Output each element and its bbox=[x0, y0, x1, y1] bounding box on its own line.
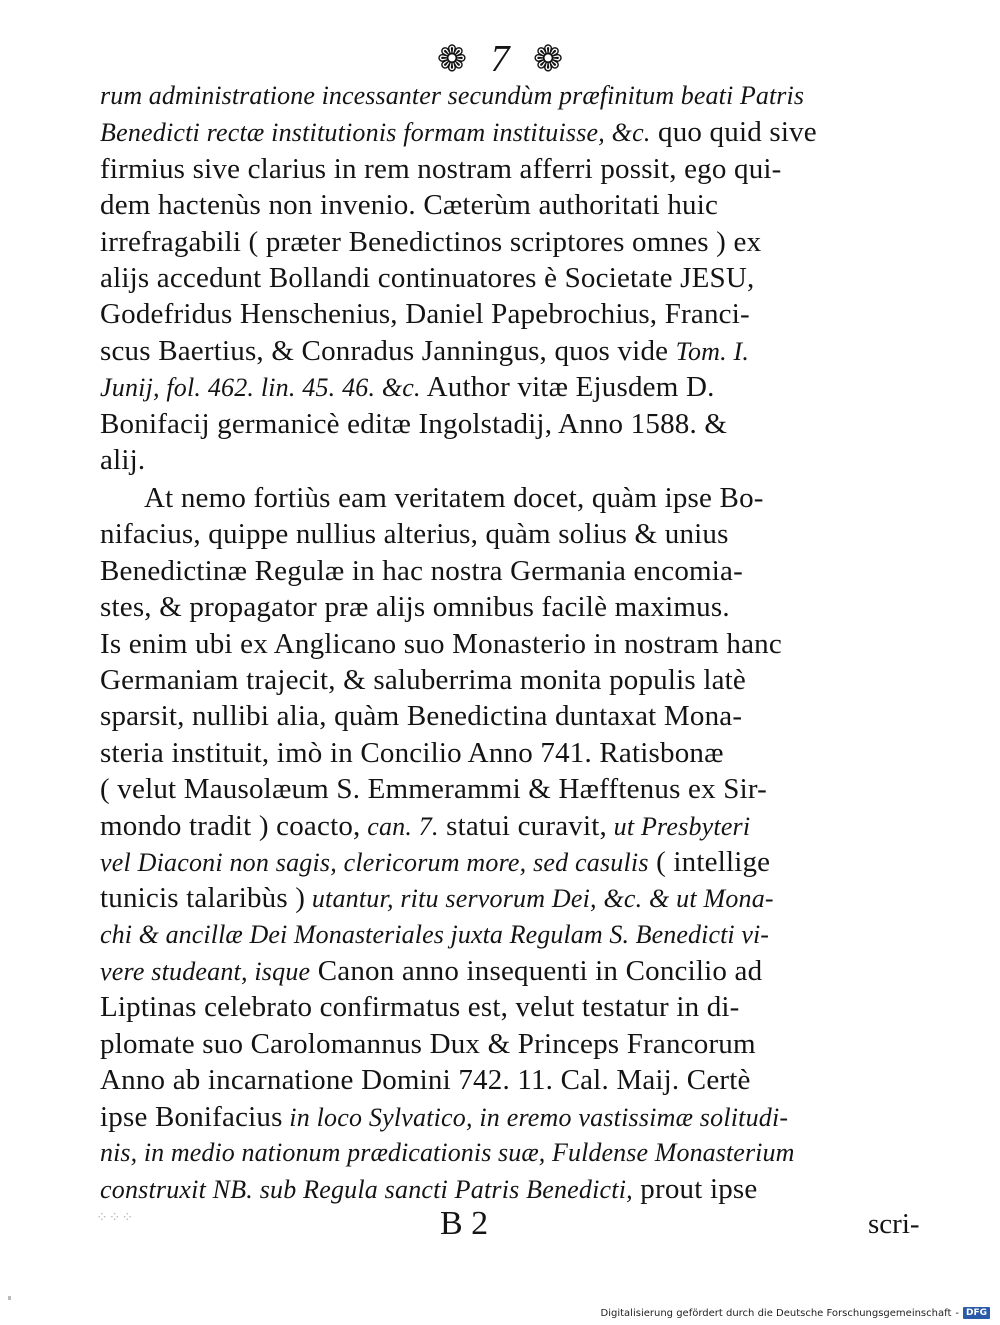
catchword: scri- bbox=[868, 1208, 920, 1240]
text-line bbox=[100, 260, 938, 296]
line-text: plomate suo Carolomannus Dux & Princeps Francorum bbox=[100, 1027, 756, 1060]
text-line bbox=[100, 480, 938, 516]
text-line bbox=[100, 771, 938, 807]
paragraph-2 bbox=[100, 480, 938, 1208]
text-line bbox=[100, 1171, 938, 1207]
line-text: quo quid sive bbox=[650, 116, 817, 149]
line-text: ipse Bonifacius bbox=[100, 1100, 283, 1133]
text-line bbox=[100, 553, 938, 589]
line-text: mondo tradit ) coacto, bbox=[100, 809, 361, 842]
line-text: Anno ab incarnatione Domini 742. 11. Cal. Maij. Certè bbox=[100, 1064, 751, 1097]
line-text: Is enim ubi ex Anglicano suo Monasterio in nostram hanc bbox=[100, 627, 782, 660]
text-line bbox=[100, 1099, 938, 1135]
line-text: Author vitæ Ejusdem D. bbox=[420, 371, 715, 404]
text-line bbox=[100, 698, 938, 734]
line-text: nifacius, quippe nullius alterius, quàm solius & unius bbox=[100, 518, 729, 551]
line-text-italic: construxit NB. sub Regula sancti Patris Benedicti, bbox=[100, 1175, 633, 1205]
page-header bbox=[0, 30, 1000, 82]
signature-mark: B 2 bbox=[440, 1205, 489, 1242]
text-line bbox=[100, 296, 938, 332]
digitization-credit bbox=[601, 1307, 990, 1319]
text-line bbox=[100, 78, 938, 114]
line-text-italic: Junij, fol. 462. lin. 45. 46. &c. bbox=[100, 373, 421, 403]
right-flower-ornament-icon: ❁ bbox=[533, 39, 564, 80]
text-line bbox=[100, 735, 938, 771]
line-text: ( intellige bbox=[648, 845, 771, 878]
text-line bbox=[100, 1135, 938, 1171]
line-text: Liptinas celebrato confirmatus est, velut testatur in di- bbox=[100, 991, 740, 1024]
line-text: At nemo fortiùs eam veritatem docet, quàm ipse Bo- bbox=[144, 482, 764, 514]
line-text-italic: utantur, ritu servorum Dei, &c. & ut Mona- bbox=[305, 884, 774, 914]
text-line bbox=[100, 844, 938, 880]
text-line bbox=[100, 989, 938, 1025]
line-text: stes, & propagator præ alijs omnibus facilè maximus. bbox=[100, 591, 730, 624]
line-text-italic: isque bbox=[247, 957, 311, 987]
page-number: 7 bbox=[490, 38, 510, 81]
line-text-italic: chi & ancillæ Dei Monasteriales juxta Regulam S. Benedicti vi- bbox=[100, 919, 770, 949]
line-text: sparsit, nullibi alia, quàm Benedictina duntaxat Mona- bbox=[100, 700, 743, 733]
line-text-italic: nis, in medio nationum prædicationis suæ, Fuldense Monasterium bbox=[100, 1138, 795, 1168]
text-line bbox=[100, 333, 938, 369]
line-text: Germaniam trajecit, & saluberrima monita populis latè bbox=[100, 663, 746, 696]
text-line bbox=[100, 224, 938, 260]
text-line bbox=[100, 917, 938, 953]
line-text-italic: Benedicti rectæ institutionis formam instituisse, &c. bbox=[100, 118, 651, 148]
left-flower-ornament-icon: ❁ bbox=[436, 39, 467, 80]
line-text: dem hactenùs non invenio. Cæterùm authoritati huic bbox=[100, 189, 719, 222]
text-line bbox=[100, 1026, 938, 1062]
line-text-italic: vel Diaconi non sagis, clericorum more, sed casulis bbox=[100, 847, 649, 877]
text-line bbox=[100, 662, 938, 698]
line-text-italic: in loco Sylvatico, in eremo vastissimæ solitudi- bbox=[282, 1102, 789, 1132]
line-text-italic: ut Presbyteri bbox=[606, 811, 751, 841]
text-line bbox=[100, 1062, 938, 1098]
paragraph-1 bbox=[100, 78, 938, 478]
text-line bbox=[100, 369, 938, 405]
text-line bbox=[100, 442, 938, 478]
line-text-italic: vere studeant, bbox=[100, 957, 248, 987]
line-text: steria instituit, imò in Concilio Anno 741. Ratisbonæ bbox=[100, 736, 724, 769]
line-text: Bonifacij germanicè editæ Ingolstadij, Anno 1588. & bbox=[100, 407, 728, 440]
line-text-italic: Tom. I. bbox=[675, 336, 750, 366]
line-text: tunicis talaribùs ) bbox=[100, 882, 306, 915]
text-line bbox=[100, 187, 938, 223]
line-text: scus Baertius, & Conradus Janningus, quos vide bbox=[100, 334, 676, 367]
line-text: statui curavit, bbox=[438, 809, 607, 842]
line-text: irrefragabili ( præter Benedictinos scriptores omnes ) ex bbox=[100, 225, 762, 258]
text-line bbox=[100, 880, 938, 916]
dfg-logo-icon: DFG bbox=[963, 1307, 990, 1319]
text-line bbox=[100, 626, 938, 662]
scan-edge-mark bbox=[8, 1296, 11, 1300]
line-text: alijs accedunt Bollandi continuatores è Societate JESU, bbox=[100, 261, 755, 294]
text-line bbox=[100, 114, 938, 150]
line-text: rum administratione incessanter secundùm præfinitum beati Patris bbox=[100, 81, 805, 110]
text-line bbox=[100, 808, 938, 844]
line-text: Canon anno insequenti in Concilio ad bbox=[310, 955, 763, 988]
line-text: prout ipse bbox=[632, 1173, 758, 1206]
line-text: Benedictinæ Regulæ in hac nostra Germania encomia- bbox=[100, 554, 743, 587]
line-text: alij. bbox=[100, 443, 146, 476]
line-text: Godefridus Henschenius, Daniel Papebrochius, Franci- bbox=[100, 298, 750, 331]
text-line bbox=[100, 589, 938, 625]
line-text: ( velut Mausolæum S. Emmerammi & Hæfftenus ex Sir- bbox=[100, 773, 767, 806]
text-line bbox=[100, 516, 938, 552]
text-line bbox=[100, 406, 938, 442]
text-line bbox=[100, 151, 938, 187]
text-line bbox=[100, 953, 938, 989]
credit-text: Digitalisierung gefördert durch die Deutsche Forschungsgemeinschaft bbox=[600, 1307, 952, 1319]
line-text-italic: can. 7. bbox=[360, 811, 439, 841]
ink-smudge: ⁘⁘⁘ bbox=[96, 1210, 135, 1226]
line-text: firmius sive clarius in rem nostram afferri possit, ego qui- bbox=[100, 152, 782, 185]
credit-separator: - bbox=[955, 1307, 959, 1319]
